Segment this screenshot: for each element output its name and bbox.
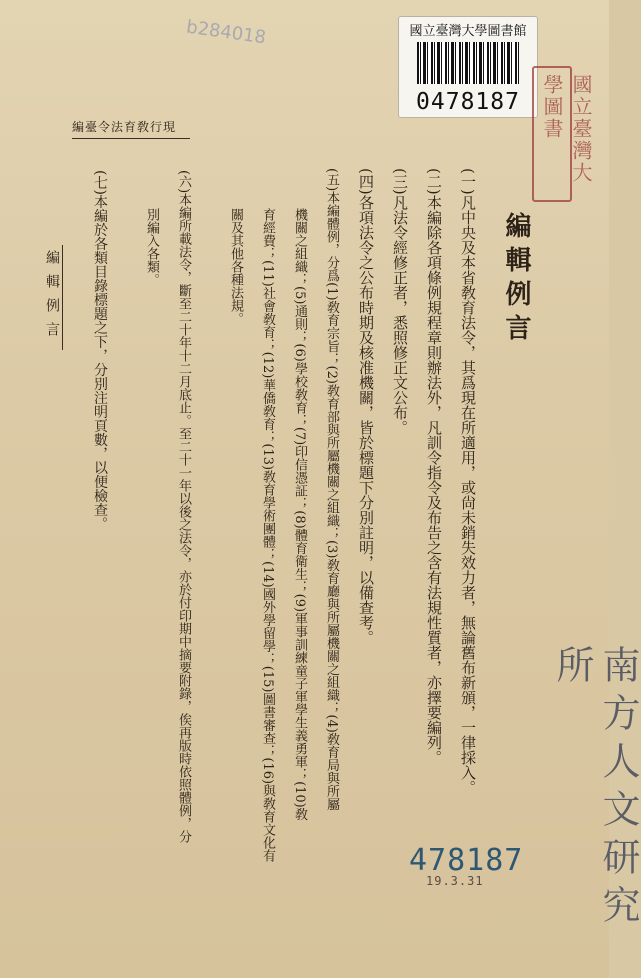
institute-stamp: 南方人文研究所	[550, 645, 640, 933]
side-label: 編輯例言	[44, 250, 60, 346]
item-4: (四)各項法令之公布時期及核准機關，皆於標題下分別註明，以備查考。	[357, 168, 375, 645]
seal-text: 國立臺灣大學圖書	[540, 74, 593, 184]
item-3: (三)凡法令經修正者，悉照修正文公布。	[391, 168, 409, 435]
item-1: (一)凡中央及本省敎育法令，其爲現在所適用，或尙未銷失效力者，無論舊布新頒，一律採入。	[459, 168, 477, 795]
item-2: (二)本編除各項條例規程章則辦法外，凡訓令指令及布告之含有法規性質者，亦擇要編列。	[425, 168, 443, 765]
item-6-line-1: (六)本編所載法令，斷至二十年十二月底止。至二十一年以後之法令，亦於付印期中摘要附錄，俟再版時依照體例，分	[176, 170, 191, 844]
item-5-line-4: 關及其他各種法規。	[228, 208, 243, 325]
accession-number: 478187	[409, 843, 524, 878]
item-5-line-1: (五)本編體例，分爲(1)敎育宗旨；(2)敎育部與所屬機關之組織；(3)敎育廳與所屬機關之組織；(4)敎育局與所屬	[324, 168, 339, 811]
item-6-line-2: 別編入各類。	[144, 208, 159, 286]
library-seal	[532, 66, 593, 202]
item-5-line-2: 機關之組織；(5)通則；(6)學校敎育；(7)印信憑証；(8)體育衛生；(9)軍事訓練童子軍學生義勇軍；(10)敎	[292, 208, 307, 821]
handwritten-mark: b284018	[184, 16, 268, 49]
barcode	[417, 42, 519, 84]
library-name: 國立臺灣大學圖書館	[409, 24, 527, 39]
side-rule	[62, 245, 63, 350]
barcode-number: 0478187	[416, 89, 520, 115]
header-rule	[72, 138, 190, 139]
page-title: 編輯例言	[501, 212, 531, 348]
accession-date: 19.3.31	[426, 874, 484, 888]
item-5-line-3: 育經費；(11)社會敎育；(12)華僑敎育；(13)敎育學術團體；(14)國外學留學；(15)圖書審查；(16)與敎育文化有	[260, 208, 275, 863]
item-7: (七)本編於各類目錄標題之下，分別注明頁數，以便檢查。	[92, 170, 108, 531]
library-barcode-label	[398, 16, 538, 118]
running-title: 編臺令法育敎行現	[72, 120, 177, 134]
